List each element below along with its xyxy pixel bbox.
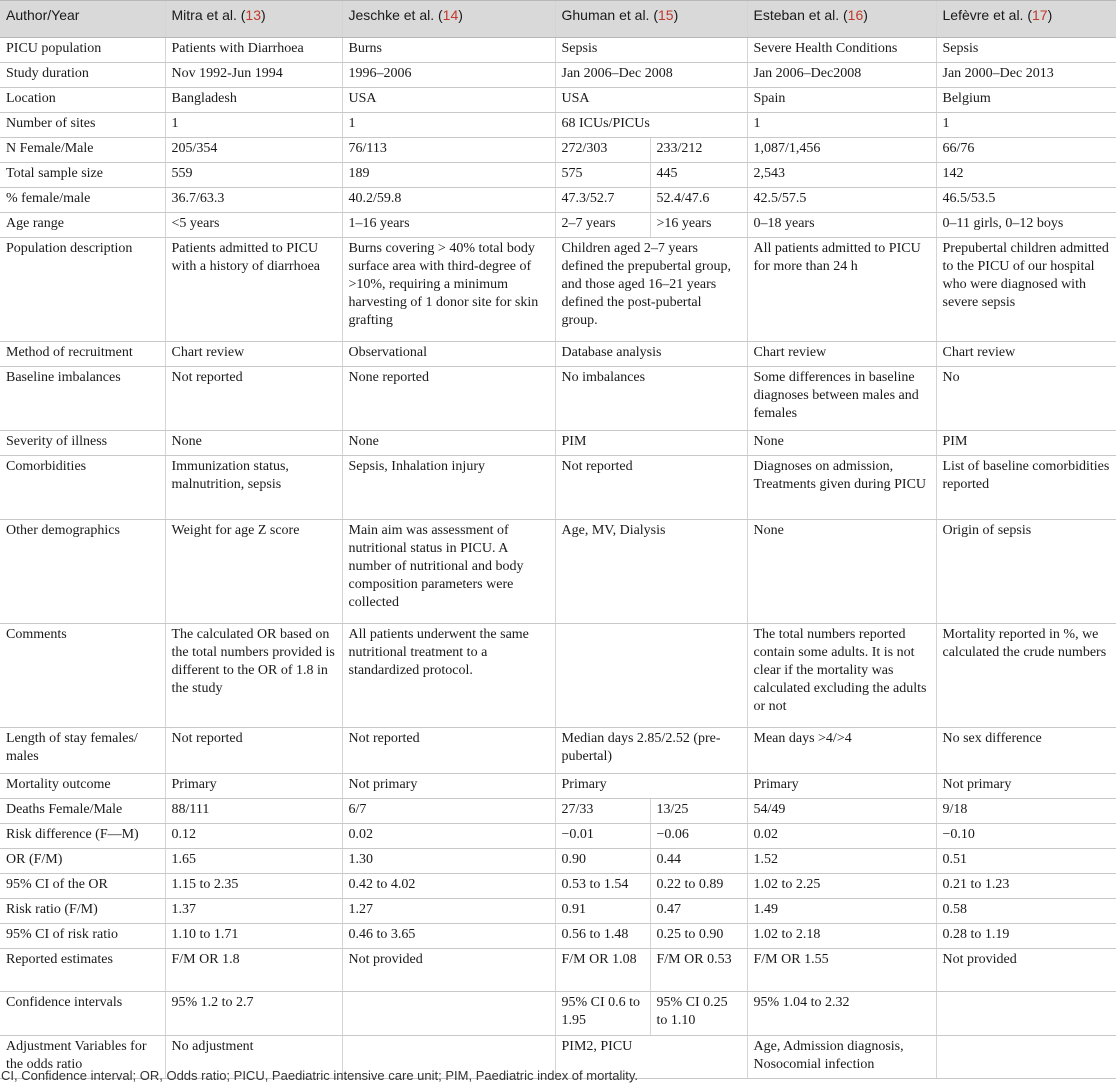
cell-ghuman-prepubertal: 0.91: [555, 899, 650, 924]
cell-mitra: 1: [165, 113, 342, 138]
table-footnote: CI, Confidence interval; OR, Odds ratio; PICU, Paediatric intensive care unit; PIM, Paediatric index of mortality.: [1, 1068, 639, 1083]
table-row: [0, 520, 1116, 624]
cell-jeschke: 1–16 years: [342, 213, 555, 238]
cell-esteban: None: [747, 520, 936, 624]
reference-link[interactable]: 13: [245, 7, 261, 23]
cell-ghuman-postpubertal: 0.22 to 0.89: [650, 874, 747, 899]
cell-ghuman-prepubertal: F/M OR 1.08: [555, 949, 650, 992]
header-label-cell: Author/Year: [0, 1, 165, 38]
header-study-esteban: Esteban et al. (16): [747, 1, 936, 38]
row-label-cell: Number of sites: [0, 113, 165, 138]
cell-ghuman-postpubertal: 233/212: [650, 138, 747, 163]
cell-mitra: None: [165, 431, 342, 456]
table-row: [0, 113, 1116, 138]
cell-lefevre: 0.51: [936, 849, 1116, 874]
row-label-cell: Total sample size: [0, 163, 165, 188]
row-label-cell: Deaths Female/Male: [0, 799, 165, 824]
table-row: [0, 431, 1116, 456]
cell-ghuman-prepubertal: 0.56 to 1.48: [555, 924, 650, 949]
cell-mitra: The calculated OR based on the total numbers provided is different to the OR of 1.8 in the study: [165, 624, 342, 728]
cell-mitra: 95% 1.2 to 2.7: [165, 992, 342, 1036]
reference-link[interactable]: 14: [442, 7, 459, 23]
table-row: [0, 188, 1116, 213]
cell-jeschke: Burns: [342, 38, 555, 63]
cell-lefevre: [936, 1036, 1116, 1079]
cell-esteban: 42.5/57.5: [747, 188, 936, 213]
cell-lefevre: Belgium: [936, 88, 1116, 113]
cell-mitra: 1.65: [165, 849, 342, 874]
row-label-cell: Other demographics: [0, 520, 165, 624]
row-label-cell: PICU population: [0, 38, 165, 63]
cell-jeschke: Sepsis, Inhalation injury: [342, 456, 555, 520]
cell-lefevre: Sepsis: [936, 38, 1116, 63]
cell-jeschke: 0.46 to 3.65: [342, 924, 555, 949]
cell-ghuman: Sepsis: [555, 38, 747, 63]
table-row: [0, 88, 1116, 113]
cell-mitra: 88/111: [165, 799, 342, 824]
cell-lefevre: −0.10: [936, 824, 1116, 849]
table-row: [0, 624, 1116, 728]
cell-ghuman-prepubertal: 47.3/52.7: [555, 188, 650, 213]
table-row: [0, 899, 1116, 924]
row-label-cell: Reported estimates: [0, 949, 165, 992]
cell-ghuman: Primary: [555, 774, 747, 799]
cell-mitra: Not reported: [165, 728, 342, 774]
cell-ghuman-prepubertal: 0.90: [555, 849, 650, 874]
cell-lefevre: Prepubertal children admitted to the PICU of our hospital who were diagnosed with severe sepsis: [936, 238, 1116, 342]
row-label-cell: Age range: [0, 213, 165, 238]
row-label-cell: Method of recruitment: [0, 342, 165, 367]
cell-ghuman-prepubertal: 0.53 to 1.54: [555, 874, 650, 899]
row-label-cell: Risk ratio (F/M): [0, 899, 165, 924]
reference-link[interactable]: 15: [658, 7, 674, 23]
cell-lefevre: 66/76: [936, 138, 1116, 163]
table-row: [0, 238, 1116, 342]
cell-esteban: Diagnoses on admission, Treatments given during PICU: [747, 456, 936, 520]
row-label-cell: 95% CI of risk ratio: [0, 924, 165, 949]
cell-jeschke: None reported: [342, 367, 555, 431]
table-row: [0, 38, 1116, 63]
header-study-mitra: Mitra et al. (13): [165, 1, 342, 38]
row-label-cell: Adjustment Variables for the odds ratio: [0, 1036, 165, 1079]
cell-mitra: Nov 1992-Jun 1994: [165, 63, 342, 88]
cell-mitra: 36.7/63.3: [165, 188, 342, 213]
cell-esteban: 0.02: [747, 824, 936, 849]
cell-mitra: Immunization status, malnutrition, sepsis: [165, 456, 342, 520]
cell-esteban: 54/49: [747, 799, 936, 824]
cell-jeschke: 76/113: [342, 138, 555, 163]
cell-ghuman-prepubertal: 95% CI 0.6 to 1.95: [555, 992, 650, 1036]
row-label-cell: % female/male: [0, 188, 165, 213]
cell-ghuman-postpubertal: 13/25: [650, 799, 747, 824]
row-label-cell: Mortality outcome: [0, 774, 165, 799]
cell-ghuman-postpubertal: 52.4/47.6: [650, 188, 747, 213]
table-row: [0, 849, 1116, 874]
cell-mitra: F/M OR 1.8: [165, 949, 342, 992]
table-row: [0, 824, 1116, 849]
table-row: [0, 992, 1116, 1036]
table-row: [0, 728, 1116, 774]
cell-ghuman-prepubertal: −0.01: [555, 824, 650, 849]
cell-lefevre: Chart review: [936, 342, 1116, 367]
cell-lefevre: [936, 992, 1116, 1036]
cell-mitra: Patients admitted to PICU with a history of diarrhoea: [165, 238, 342, 342]
cell-esteban: Severe Health Conditions: [747, 38, 936, 63]
table-row: [0, 874, 1116, 899]
cell-esteban: Mean days >4/>4: [747, 728, 936, 774]
cell-mitra: Bangladesh: [165, 88, 342, 113]
cell-jeschke: 0.42 to 4.02: [342, 874, 555, 899]
cell-lefevre: 0.28 to 1.19: [936, 924, 1116, 949]
cell-esteban: 1,087/1,456: [747, 138, 936, 163]
cell-mitra: Primary: [165, 774, 342, 799]
cell-jeschke: [342, 992, 555, 1036]
cell-jeschke: Observational: [342, 342, 555, 367]
cell-jeschke: Not provided: [342, 949, 555, 992]
cell-lefevre: 1: [936, 113, 1116, 138]
cell-lefevre: 0.58: [936, 899, 1116, 924]
cell-lefevre: 0.21 to 1.23: [936, 874, 1116, 899]
cell-esteban: The total numbers reported contain some adults. It is not clear if the mortality was calculated excluding the adults or not: [747, 624, 936, 728]
table-header-row: [0, 1, 1116, 38]
cell-mitra: Weight for age Z score: [165, 520, 342, 624]
cell-ghuman-postpubertal: 0.25 to 0.90: [650, 924, 747, 949]
cell-mitra: 559: [165, 163, 342, 188]
reference-link[interactable]: 16: [847, 7, 864, 23]
table-row: [0, 456, 1116, 520]
cell-jeschke: 40.2/59.8: [342, 188, 555, 213]
row-label-cell: Location: [0, 88, 165, 113]
cell-mitra: Patients with Diarrhoea: [165, 38, 342, 63]
cell-mitra: Not reported: [165, 367, 342, 431]
cell-esteban: 95% 1.04 to 2.32: [747, 992, 936, 1036]
cell-jeschke: 0.02: [342, 824, 555, 849]
row-label-cell: Confidence intervals: [0, 992, 165, 1036]
cell-ghuman: [555, 624, 747, 728]
cell-mitra: 1.10 to 1.71: [165, 924, 342, 949]
cell-mitra: 1.15 to 2.35: [165, 874, 342, 899]
cell-lefevre: List of baseline comorbidities reported: [936, 456, 1116, 520]
cell-jeschke: Not reported: [342, 728, 555, 774]
cell-jeschke: 1: [342, 113, 555, 138]
table-row: [0, 163, 1116, 188]
cell-jeschke: All patients underwent the same nutritional treatment to a standardized protocol.: [342, 624, 555, 728]
cell-ghuman-postpubertal: 0.44: [650, 849, 747, 874]
table-row: [0, 774, 1116, 799]
cell-esteban: Primary: [747, 774, 936, 799]
table-row: [0, 924, 1116, 949]
row-label-cell: Severity of illness: [0, 431, 165, 456]
cell-lefevre: Not provided: [936, 949, 1116, 992]
row-label-cell: Comorbidities: [0, 456, 165, 520]
cell-lefevre: 9/18: [936, 799, 1116, 824]
cell-lefevre: Origin of sepsis: [936, 520, 1116, 624]
cell-esteban: All patients admitted to PICU for more than 24 h: [747, 238, 936, 342]
cell-mitra: <5 years: [165, 213, 342, 238]
row-label-cell: Comments: [0, 624, 165, 728]
cell-esteban: Spain: [747, 88, 936, 113]
cell-lefevre: No sex difference: [936, 728, 1116, 774]
cell-ghuman-prepubertal: 575: [555, 163, 650, 188]
table-row: [0, 213, 1116, 238]
cell-jeschke: None: [342, 431, 555, 456]
cell-ghuman-prepubertal: 2–7 years: [555, 213, 650, 238]
cell-lefevre: 46.5/53.5: [936, 188, 1116, 213]
row-label-cell: N Female/Male: [0, 138, 165, 163]
table-row: [0, 63, 1116, 88]
cell-esteban: F/M OR 1.55: [747, 949, 936, 992]
cell-ghuman: Median days 2.85/2.52 (pre-pubertal): [555, 728, 747, 774]
cell-ghuman-postpubertal: 95% CI 0.25 to 1.10: [650, 992, 747, 1036]
cell-mitra: 205/354: [165, 138, 342, 163]
cell-ghuman-postpubertal: >16 years: [650, 213, 747, 238]
cell-jeschke: 1996–2006: [342, 63, 555, 88]
cell-lefevre: No: [936, 367, 1116, 431]
row-label-cell: 95% CI of the OR: [0, 874, 165, 899]
cell-mitra: Chart review: [165, 342, 342, 367]
cell-ghuman: PIM: [555, 431, 747, 456]
cell-lefevre: 0–11 girls, 0–12 boys: [936, 213, 1116, 238]
row-label-cell: OR (F/M): [0, 849, 165, 874]
cell-esteban: Jan 2006–Dec2008: [747, 63, 936, 88]
table-body: [0, 1, 1116, 1079]
cell-ghuman-prepubertal: 272/303: [555, 138, 650, 163]
cell-esteban: 2,543: [747, 163, 936, 188]
cell-ghuman-postpubertal: 0.47: [650, 899, 747, 924]
cell-ghuman: Database analysis: [555, 342, 747, 367]
header-study-jeschke: Jeschke et al. (14): [342, 1, 555, 38]
cell-mitra: 0.12: [165, 824, 342, 849]
table-row: [0, 342, 1116, 367]
cell-ghuman-postpubertal: 445: [650, 163, 747, 188]
cell-ghuman: Jan 2006–Dec 2008: [555, 63, 747, 88]
header-study-lefevre: Lefèvre et al. (17): [936, 1, 1116, 38]
cell-esteban: None: [747, 431, 936, 456]
reference-link[interactable]: 17: [1032, 7, 1048, 23]
table-row: [0, 949, 1116, 992]
cell-esteban: 0–18 years: [747, 213, 936, 238]
cell-ghuman: 68 ICUs/PICUs: [555, 113, 747, 138]
row-label-cell: Baseline imbalances: [0, 367, 165, 431]
cell-esteban: Chart review: [747, 342, 936, 367]
cell-ghuman: Not reported: [555, 456, 747, 520]
table-row: [0, 367, 1116, 431]
cell-ghuman-prepubertal: 27/33: [555, 799, 650, 824]
cell-esteban: 1.02 to 2.25: [747, 874, 936, 899]
cell-ghuman: PIM2, PICU: [555, 1036, 747, 1079]
cell-lefevre: PIM: [936, 431, 1116, 456]
cell-jeschke: Not primary: [342, 774, 555, 799]
cell-lefevre: Mortality reported in %, we calculated the crude numbers: [936, 624, 1116, 728]
cell-esteban: 1.02 to 2.18: [747, 924, 936, 949]
row-label-cell: Study duration: [0, 63, 165, 88]
row-label-cell: Population description: [0, 238, 165, 342]
cell-ghuman: Age, MV, Dialysis: [555, 520, 747, 624]
cell-esteban: Some differences in baseline diagnoses between males and females: [747, 367, 936, 431]
table-row: [0, 138, 1116, 163]
row-label-cell: Length of stay females/ males: [0, 728, 165, 774]
cell-jeschke: 1.27: [342, 899, 555, 924]
cell-lefevre: 142: [936, 163, 1116, 188]
cell-esteban: Age, Admission diagnosis, Nosocomial infection: [747, 1036, 936, 1079]
cell-esteban: 1: [747, 113, 936, 138]
cell-lefevre: Not primary: [936, 774, 1116, 799]
cell-mitra: 1.37: [165, 899, 342, 924]
cell-mitra: No adjustment: [165, 1036, 342, 1079]
cell-jeschke: Burns covering > 40% total body surface area with third-degree of >10%, requiring a minimum harvesting of 1 donor site for skin grafting: [342, 238, 555, 342]
header-study-ghuman: Ghuman et al. (15): [555, 1, 747, 38]
cell-jeschke: 189: [342, 163, 555, 188]
cell-ghuman: USA: [555, 88, 747, 113]
cell-esteban: 1.52: [747, 849, 936, 874]
cell-jeschke: USA: [342, 88, 555, 113]
cell-ghuman: No imbalances: [555, 367, 747, 431]
cell-jeschke: Main aim was assessment of nutritional status in PICU. A number of nutritional and body composition parameters were collected: [342, 520, 555, 624]
row-label-cell: Risk difference (F—M): [0, 824, 165, 849]
cell-jeschke: 1.30: [342, 849, 555, 874]
cell-lefevre: Jan 2000–Dec 2013: [936, 63, 1116, 88]
cell-ghuman: Children aged 2–7 years defined the prepubertal group, and those aged 16–21 years defined the post-pubertal group.: [555, 238, 747, 342]
cell-ghuman-postpubertal: −0.06: [650, 824, 747, 849]
cell-ghuman-postpubertal: F/M OR 0.53: [650, 949, 747, 992]
table-row: [0, 799, 1116, 824]
cell-jeschke: 6/7: [342, 799, 555, 824]
cell-esteban: 1.49: [747, 899, 936, 924]
